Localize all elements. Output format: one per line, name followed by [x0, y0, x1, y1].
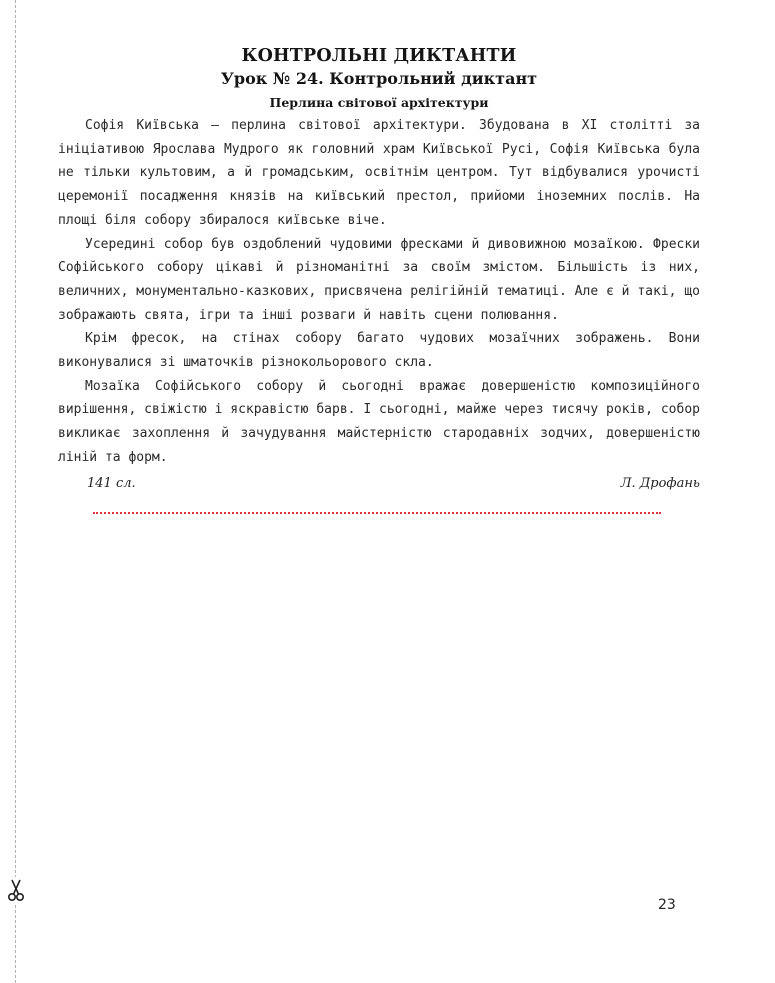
author: Л. Дрофань — [620, 475, 700, 491]
paragraph-3: Крім фресок, на стінах собору багато чудових мозаїчних зображень. Вони виконувалися зі шматочків різнокольорового скла. — [58, 331, 700, 371]
paragraph-1: Софія Київська — перлина світової архітектури. Збудована в XI столітті за ініціативою Ярослава Мудрого як головний храм Київської Русі, Софія Київська була не тільки культовим, а й громадським, освітнім центром. Тут відбувалися урочисті церемонії посадження князів на київський престол, прийоми іноземних послів. На площі біля собору збиралося київське віче. — [58, 118, 700, 228]
dictation-text — [58, 114, 700, 470]
word-count: 141 сл. — [87, 475, 136, 491]
dictation-title: Перлина світової архітектури — [269, 95, 489, 110]
dictation-footer — [58, 473, 700, 495]
paragraph-4: Мозаїка Софійського собору й сьогодні вражає довершеністю композиційного вирішення, свіжістю і яскравістю барв. І сьогодні, майже через тисячу років, собор викликає захоплення й зачудування майстерністю стародавніх зодчих, довершеністю ліній та форм. — [58, 378, 700, 465]
paragraph-2: Усередині собор був оздоблений чудовими фресками й дивовижною мозаїкою. Фрески Софійського собору цікаві й різноманітні за своїм змістом. Більшість із них, величних, монументально-казкових, присвячена релігійній тематиці. Але є й такі, що зображають свята, ігри та інші розваги й навіть сцени полювання. — [58, 236, 700, 323]
section-title: КОНТРОЛЬНІ ДИКТАНТИ — [241, 46, 517, 66]
page-number: 23 — [658, 897, 676, 913]
page-content — [58, 44, 700, 495]
scissors-icon — [6, 877, 26, 903]
lesson-title: Урок № 24. Контрольний диктант — [220, 69, 538, 88]
cut-line — [15, 0, 16, 983]
dotted-separator — [93, 512, 661, 514]
